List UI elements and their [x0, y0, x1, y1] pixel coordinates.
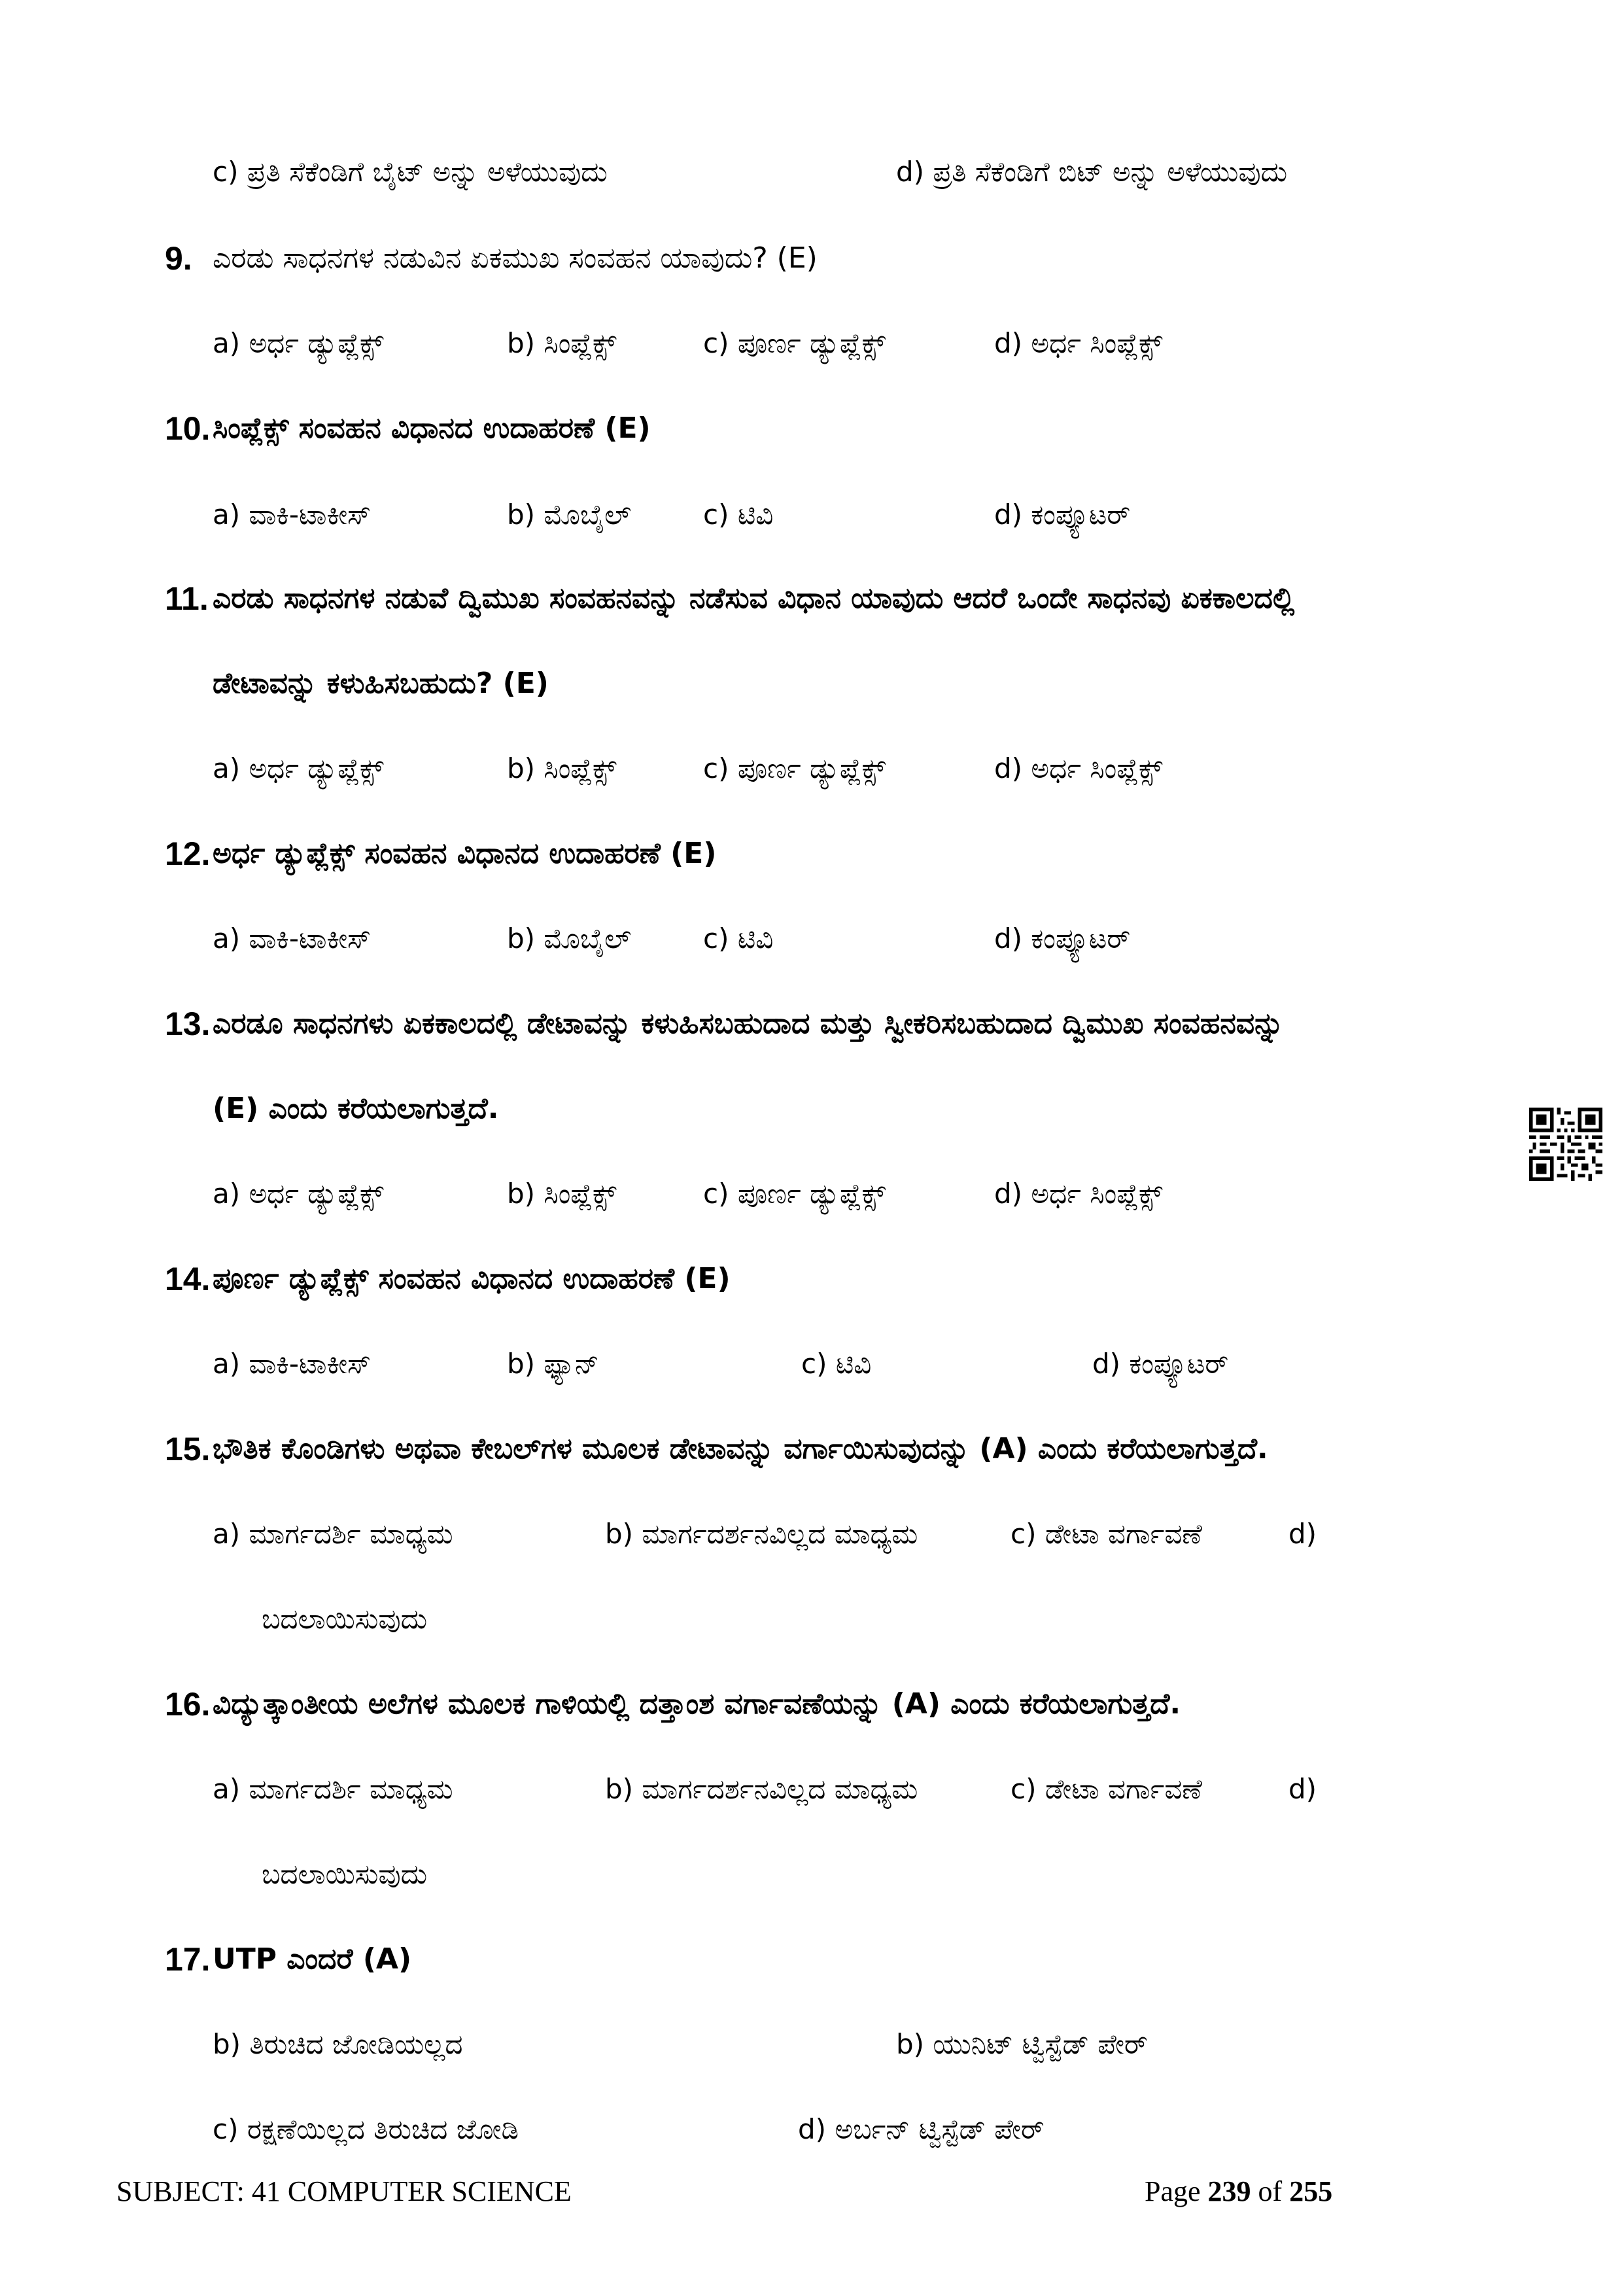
question-number: 9. — [165, 240, 192, 277]
option-d-text: ಬದಲಾಯಿಸುವುದು — [262, 1603, 428, 1635]
question-number: 17. — [165, 1941, 211, 1978]
question-text: ಸಿಂಪ್ಲೆಕ್ಸ್ ಸಂವಹನ ವಿಧಾನದ ಉದಾಹರಣೆ (E) — [213, 412, 651, 445]
option-d: d) ಅರ್ಬನ್ ಟ್ವಿಸ್ಟೆಡ್ ಪೇರ್ — [798, 2113, 1045, 2145]
question-number: 15. — [165, 1431, 211, 1467]
option-b: b) ಯುನಿಟ್ ಟ್ವಿಸ್ಟೆಡ್ ಪೇರ್ — [896, 2028, 1148, 2060]
option-a: a) ಅರ್ಧ ಡ್ಯುಪ್ಲೆಕ್ಸ್ — [213, 752, 384, 784]
option-b: b) ಸಿಂಪ್ಲೆಕ್ಸ್ — [507, 752, 617, 784]
question-number: 12. — [165, 835, 211, 872]
option-c: c) ಪೂರ್ಣ ಡ್ಯುಪ್ಲೆಕ್ಸ್ — [703, 752, 886, 784]
page-number: 239 — [1207, 2175, 1251, 2207]
option-c: c) ಟಿವಿ — [703, 499, 774, 531]
option-d: d) ಕಂಪ್ಯೂಟರ್ — [994, 922, 1131, 955]
question-text: ಅರ್ಧ ಡ್ಯುಪ್ಲೆಕ್ಸ್ ಸಂವಹನ ವಿಧಾನದ ಉದಾಹರಣೆ (E) — [213, 837, 717, 870]
option-d: d) ಅರ್ಧ ಸಿಂಪ್ಲೆಕ್ಸ್ — [994, 327, 1163, 359]
option-b: b) ಸಿಂಪ್ಲೆಕ್ಸ್ — [507, 327, 617, 359]
option-d: d) ಕಂಪ್ಯೂಟರ್ — [994, 499, 1131, 531]
question-text-continued: ಡೇಟಾವನ್ನು ಕಳುಹಿಸಬಹುದು? (E) — [213, 667, 549, 700]
question-text: ವಿದ್ಯುತ್ಕಾಂತೀಯ ಅಲೆಗಳ ಮೂಲಕ ಗಾಳಿಯಲ್ಲಿ ದತ್ತಾಂಶ ವರ್ಗಾವಣೆಯನ್ನು (A) ಎಂದು ಕರೆಯಲಾಗುತ್ತದೆ. — [213, 1687, 1181, 1721]
option-d: d) ಕಂಪ್ಯೂಟರ್ — [1092, 1348, 1229, 1380]
option-a: a) ವಾಕಿ-ಟಾಕೀಸ್ — [213, 499, 371, 531]
option-c: c) ಪೂರ್ಣ ಡ್ಯುಪ್ಲೆಕ್ಸ್ — [703, 1178, 886, 1210]
qr-code-icon — [1529, 1108, 1602, 1181]
option-a: a) ಅರ್ಧ ಡ್ಯುಪ್ಲೆಕ್ಸ್ — [213, 327, 384, 359]
question-text: ಎರಡು ಸಾಧನಗಳ ನಡುವೆ ದ್ವಿಮುಖ ಸಂವಹನವನ್ನು ನಡೆಸುವ ವಿಧಾನ ಯಾವುದು ಆದರೆ ಒಂದೇ ಸಾಧನವು ಏಕಕಾಲದಲ್ಲಿ — [213, 582, 1295, 615]
option-d: d) — [1288, 1518, 1317, 1550]
question-number: 11. — [165, 580, 209, 617]
question-text-continued: (E) ಎಂದು ಕರೆಯಲಾಗುತ್ತದೆ. — [213, 1092, 499, 1125]
page-mid: of — [1251, 2175, 1290, 2207]
option-c: c) ರಕ್ಷಣೆಯಿಲ್ಲದ ತಿರುಚಿದ ಜೋಡಿ — [213, 2113, 519, 2145]
option-c: c) ಟಿವಿ — [801, 1348, 872, 1380]
option-b: b) ಮೊಬೈಲ್ — [507, 922, 632, 955]
option-c: c) ಟಿವಿ — [703, 922, 774, 955]
option-b: b) ಮಾರ್ಗದರ್ಶನವಿಲ್ಲದ ಮಾಧ್ಯಮ — [605, 1773, 918, 1805]
option-d: d) ಅರ್ಧ ಸಿಂಪ್ಲೆಕ್ಸ್ — [994, 1178, 1163, 1210]
option-d: d) ಅರ್ಧ ಸಿಂಪ್ಲೆಕ್ಸ್ — [994, 752, 1163, 784]
question-number: 13. — [165, 1006, 211, 1042]
question-text: ಪೂರ್ಣ ಡ್ಯುಪ್ಲೆಕ್ಸ್ ಸಂವಹನ ವಿಧಾನದ ಉದಾಹರಣೆ (E) — [213, 1262, 731, 1295]
option-a: a) ವಾಕಿ-ಟಾಕೀಸ್ — [213, 1348, 371, 1380]
option-a: a) ಅರ್ಧ ಡ್ಯುಪ್ಲೆಕ್ಸ್ — [213, 1178, 384, 1210]
footer-page — [1145, 2173, 1332, 2210]
q8-option-d: d) ಪ್ರತಿ ಸೆಕೆಂಡಿಗೆ ಬಿಟ್ ಅನ್ನು ಅಳೆಯುವುದು — [896, 156, 1288, 188]
footer-subject: SUBJECT: 41 COMPUTER SCIENCE — [116, 2175, 572, 2207]
option-b: b) ಮಾರ್ಗದರ್ಶನವಿಲ್ಲದ ಮಾಧ್ಯಮ — [605, 1518, 918, 1550]
q8-option-c: c) ಪ್ರತಿ ಸೆಕೆಂಡಿಗೆ ಬೈಟ್ ಅನ್ನು ಅಳೆಯುವುದು — [213, 156, 608, 188]
question-text: ಎರಡು ಸಾಧನಗಳ ನಡುವಿನ ಏಕಮುಖ ಸಂವಹನ ಯಾವುದು? (E) — [213, 241, 818, 275]
question-text: UTP ಎಂದರೆ (A) — [213, 1942, 412, 1976]
page-total: 255 — [1289, 2175, 1333, 2207]
option-b: b) ಮೊಬೈಲ್ — [507, 499, 632, 531]
option-a: a) ಮಾರ್ಗದರ್ಶಿ ಮಾಧ್ಯಮ — [213, 1518, 453, 1550]
option-b: b) ಸಿಂಪ್ಲೆಕ್ಸ್ — [507, 1178, 617, 1210]
option-c: c) ಡೇಟಾ ವರ್ಗಾವಣೆ — [1011, 1518, 1202, 1550]
option-a: a) ವಾಕಿ-ಟಾಕೀಸ್ — [213, 922, 371, 955]
option-c: c) ಪೂರ್ಣ ಡ್ಯುಪ್ಲೆಕ್ಸ್ — [703, 327, 886, 359]
question-text: ಭೌತಿಕ ಕೊಂಡಿಗಳು ಅಥವಾ ಕೇಬಲ್‌ಗಳ ಮೂಲಕ ಡೇಟಾವನ್ನು ವರ್ಗಾಯಿಸುವುದನ್ನು (A) ಎಂದು ಕರೆಯಲಾಗುತ್ತದೆ. — [213, 1432, 1268, 1465]
option-a: b) ತಿರುಚಿದ ಜೋಡಿಯಲ್ಲದ — [213, 2028, 463, 2060]
question-text: ಎರಡೂ ಸಾಧನಗಳು ಏಕಕಾಲದಲ್ಲಿ ಡೇಟಾವನ್ನು ಕಳುಹಿಸಬಹುದಾದ ಮತ್ತು ಸ್ವೀಕರಿಸಬಹುದಾದ ದ್ವಿಮುಖ ಸಂವಹನವನ್ನು — [213, 1007, 1284, 1040]
option-a: a) ಮಾರ್ಗದರ್ಶಿ ಮಾಧ್ಯಮ — [213, 1773, 453, 1805]
option-b: b) ಫ್ಯಾನ್ — [507, 1348, 599, 1380]
question-number: 16. — [165, 1686, 211, 1723]
question-number: 14. — [165, 1261, 211, 1297]
page-prefix: Page — [1145, 2175, 1208, 2207]
question-number: 10. — [165, 410, 211, 447]
option-d-text: ಬದಲಾಯಿಸುವುದು — [262, 1858, 428, 1890]
option-c: c) ಡೇಟಾ ವರ್ಗಾವಣೆ — [1011, 1773, 1202, 1805]
option-d: d) — [1288, 1773, 1317, 1805]
